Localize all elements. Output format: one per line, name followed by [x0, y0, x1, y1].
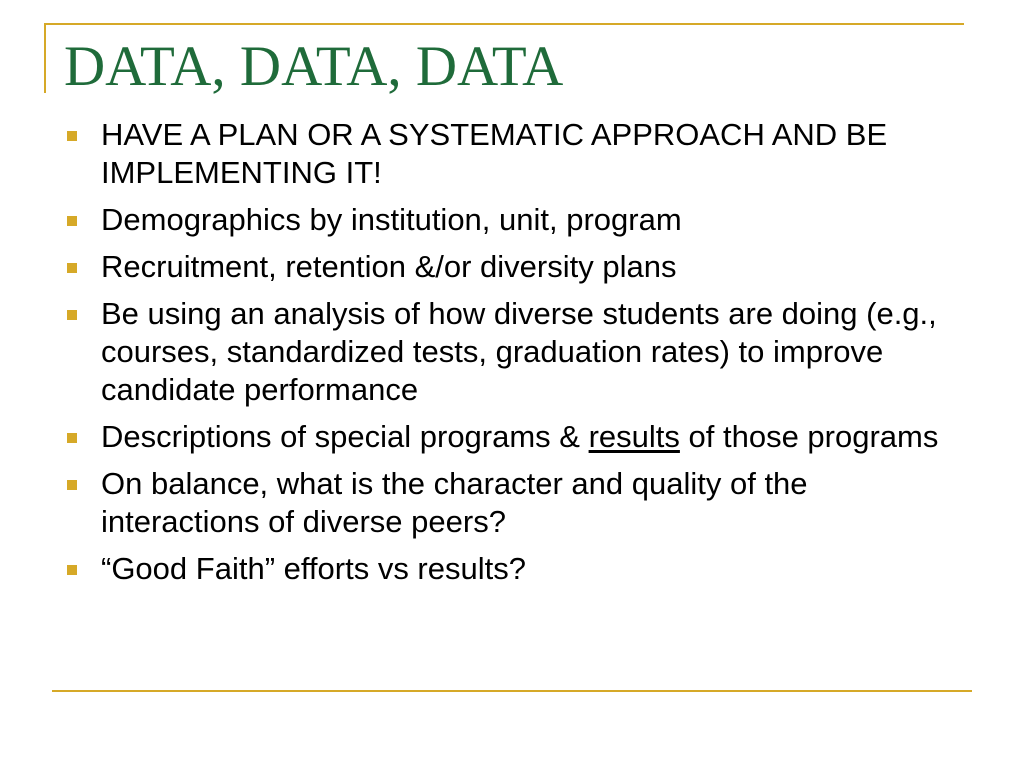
- bullet-text-after: of those programs: [679, 419, 939, 454]
- bottom-border-line: [52, 690, 972, 692]
- bullet-text: On balance, what is the character and quality of the interactions of diverse peers?: [101, 466, 808, 539]
- bullet-item: [64, 116, 964, 192]
- bullet-list: [64, 116, 964, 597]
- left-border-line: [44, 23, 46, 93]
- bullet-item: [64, 248, 964, 286]
- square-bullet-icon: [67, 131, 77, 141]
- bullet-item: [64, 201, 964, 239]
- bullet-item: [64, 550, 964, 588]
- square-bullet-icon: [67, 565, 77, 575]
- bullet-text-before: Descriptions of special programs &: [101, 419, 589, 454]
- underlined-results-text: results: [588, 419, 680, 454]
- slide-title: DATA, DATA, DATA: [64, 35, 564, 98]
- bullet-item: [64, 465, 964, 541]
- square-bullet-icon: [67, 433, 77, 443]
- square-bullet-icon: [67, 263, 77, 273]
- bullet-item: [64, 295, 964, 409]
- bullet-text: Demographics by institution, unit, program: [101, 202, 682, 237]
- bullet-text: Be using an analysis of how diverse students are doing (e.g., courses, standardized tests, graduation rates) to improve candidate performance: [101, 296, 937, 407]
- bullet-text: “Good Faith” efforts vs results?: [101, 551, 526, 586]
- bullet-text: HAVE A PLAN OR A SYSTEMATIC APPROACH AND BE IMPLEMENTING IT!: [101, 117, 888, 190]
- bullet-text: Recruitment, retention &/or diversity plans: [101, 249, 677, 284]
- square-bullet-icon: [67, 310, 77, 320]
- bullet-item: [64, 418, 964, 456]
- square-bullet-icon: [67, 480, 77, 490]
- top-border-line: [44, 23, 964, 25]
- square-bullet-icon: [67, 216, 77, 226]
